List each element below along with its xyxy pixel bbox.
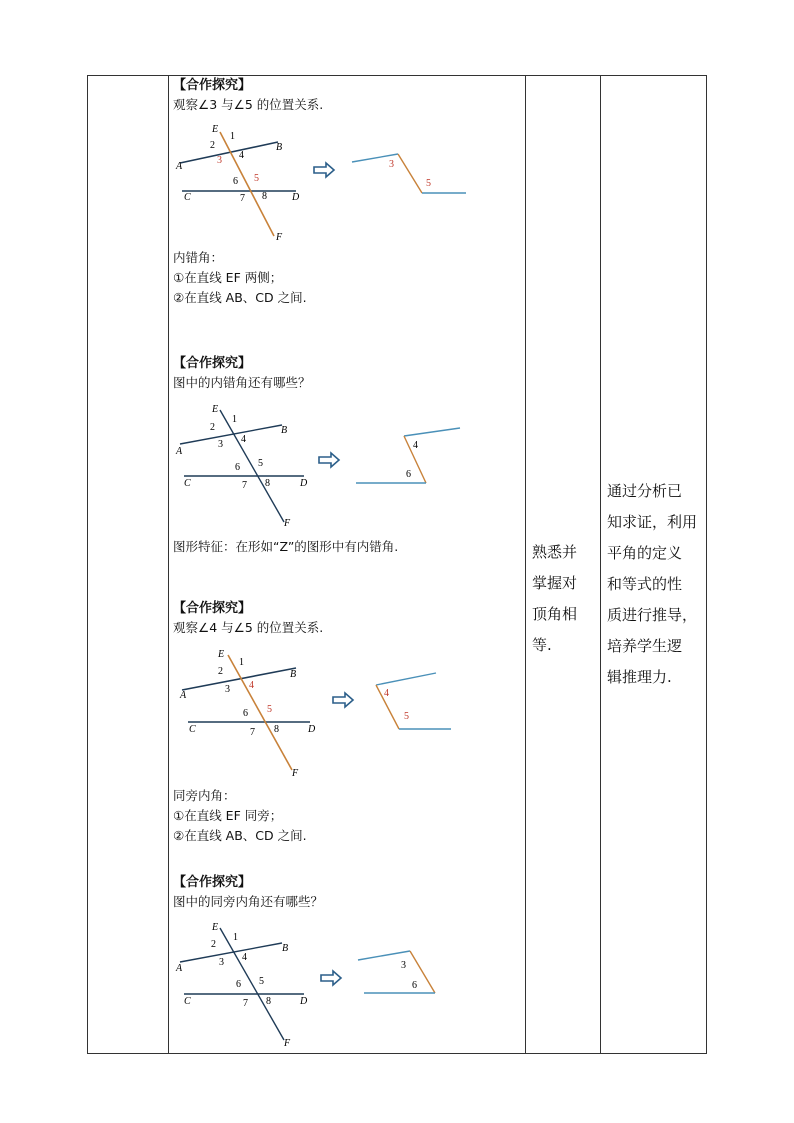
label-a: A bbox=[176, 161, 183, 172]
label-d: D bbox=[308, 724, 316, 735]
label-1: 1 bbox=[239, 657, 244, 668]
label-3: 3 bbox=[225, 684, 230, 695]
label-6: 6 bbox=[233, 176, 238, 187]
section-1 bbox=[173, 77, 523, 115]
label-f: F bbox=[276, 232, 283, 243]
label-b: B bbox=[281, 425, 288, 436]
column-divider-3 bbox=[600, 76, 601, 1053]
parallel-lines-figure-4 bbox=[170, 920, 480, 1050]
extract-angle-4: 4 bbox=[413, 440, 418, 451]
extract-line-top bbox=[358, 951, 410, 960]
arrow-icon bbox=[333, 693, 353, 707]
extract-angle-6: 6 bbox=[412, 980, 417, 991]
line-ab bbox=[182, 668, 296, 690]
label-6: 6 bbox=[235, 462, 240, 473]
label-f: F bbox=[292, 768, 299, 779]
objective-line: 掌握对 bbox=[532, 574, 578, 592]
line-ab bbox=[180, 142, 278, 163]
note-line: ②在直线 AB、CD 之间. bbox=[173, 828, 307, 843]
note-line: 同旁内角： bbox=[173, 788, 236, 803]
label-3: 3 bbox=[217, 155, 222, 166]
label-5: 5 bbox=[259, 976, 264, 987]
label-d: D bbox=[300, 478, 308, 489]
label-f: F bbox=[284, 518, 291, 529]
label-7: 7 bbox=[240, 193, 245, 204]
column-divider-1 bbox=[168, 76, 169, 1053]
extract-transversal bbox=[398, 154, 422, 193]
label-c: C bbox=[184, 996, 191, 1007]
label-c: C bbox=[184, 478, 191, 489]
label-6: 6 bbox=[236, 979, 241, 990]
note-line: ①在直线 EF 同旁； bbox=[173, 808, 283, 823]
label-1: 1 bbox=[232, 414, 237, 425]
section-question: 观察∠3 与∠5 的位置关系. bbox=[173, 97, 324, 112]
label-4: 4 bbox=[249, 680, 254, 691]
label-e: E bbox=[212, 124, 219, 135]
label-8: 8 bbox=[274, 724, 279, 735]
note-line: ①在直线 EF 两侧； bbox=[173, 270, 283, 285]
note-line: ②在直线 AB、CD 之间. bbox=[173, 290, 307, 305]
label-b: B bbox=[282, 943, 289, 954]
label-a: A bbox=[180, 690, 187, 701]
extract-angle-4: 4 bbox=[384, 688, 389, 699]
label-4: 4 bbox=[242, 952, 247, 963]
label-8: 8 bbox=[266, 996, 271, 1007]
objective-line: 熟悉并 bbox=[532, 543, 578, 561]
arrow-icon bbox=[321, 971, 341, 985]
label-4: 4 bbox=[241, 434, 246, 445]
section-question: 图中的内错角还有哪些？ bbox=[173, 375, 311, 390]
section-header: 【合作探究】 bbox=[173, 601, 252, 616]
section-3 bbox=[173, 600, 523, 638]
label-3: 3 bbox=[219, 957, 224, 968]
label-c: C bbox=[184, 192, 191, 203]
label-e: E bbox=[218, 649, 225, 660]
label-a: A bbox=[176, 446, 183, 457]
extract-line-top bbox=[404, 428, 460, 436]
label-8: 8 bbox=[262, 191, 267, 202]
label-d: D bbox=[300, 996, 308, 1007]
label-2: 2 bbox=[210, 422, 215, 433]
extract-angle-6: 6 bbox=[406, 469, 411, 480]
label-c: C bbox=[189, 724, 196, 735]
section-header: 【合作探究】 bbox=[173, 78, 252, 93]
label-f: F bbox=[284, 1038, 291, 1049]
section-question: 图中的同旁内角还有哪些？ bbox=[173, 894, 324, 909]
extract-angle-3: 3 bbox=[389, 159, 394, 170]
note-line: 内错角： bbox=[173, 250, 224, 265]
parallel-lines-figure-2 bbox=[170, 400, 480, 530]
label-b: B bbox=[276, 142, 283, 153]
label-2: 2 bbox=[211, 939, 216, 950]
line-ef bbox=[228, 655, 292, 770]
intent-line: 培养学生逻 bbox=[607, 637, 683, 655]
section-4 bbox=[173, 874, 523, 912]
label-b: B bbox=[290, 669, 297, 680]
label-8: 8 bbox=[265, 478, 270, 489]
section-header: 【合作探究】 bbox=[173, 356, 252, 371]
intent-line: 通过分析已 bbox=[607, 482, 683, 500]
label-1: 1 bbox=[233, 932, 238, 943]
parallel-lines-figure-3 bbox=[170, 645, 480, 780]
label-3: 3 bbox=[218, 439, 223, 450]
label-1: 1 bbox=[230, 131, 235, 142]
note-line: 图形特征：在形如“Z”的图形中有内错角. bbox=[173, 539, 399, 554]
objective-line: 等. bbox=[532, 636, 552, 654]
intent-line: 知求证，利用 bbox=[607, 513, 698, 531]
section-3-notes bbox=[173, 786, 523, 846]
label-e: E bbox=[212, 404, 219, 415]
section-1-notes bbox=[173, 248, 523, 308]
intent-line: 平角的定义 bbox=[607, 544, 683, 562]
label-7: 7 bbox=[250, 727, 255, 738]
label-a: A bbox=[176, 963, 183, 974]
label-2: 2 bbox=[210, 140, 215, 151]
label-5: 5 bbox=[254, 173, 259, 184]
section-2 bbox=[173, 355, 523, 393]
label-7: 7 bbox=[243, 998, 248, 1009]
section-2-notes bbox=[173, 537, 523, 557]
intent-column bbox=[607, 476, 697, 693]
label-2: 2 bbox=[218, 666, 223, 677]
extract-angle-5: 5 bbox=[404, 711, 409, 722]
intent-line: 和等式的性 bbox=[607, 575, 683, 593]
label-e: E bbox=[212, 922, 219, 933]
extract-angle-5: 5 bbox=[426, 178, 431, 189]
intent-line: 辑推理力. bbox=[607, 668, 672, 686]
extract-angle-3: 3 bbox=[401, 960, 406, 971]
label-4: 4 bbox=[239, 150, 244, 161]
parallel-lines-figure-1 bbox=[170, 120, 480, 245]
label-d: D bbox=[292, 192, 300, 203]
section-header: 【合作探究】 bbox=[173, 875, 252, 890]
objective-line: 顶角相 bbox=[532, 605, 578, 623]
column-divider-2 bbox=[525, 76, 526, 1053]
section-question: 观察∠4 与∠5 的位置关系. bbox=[173, 620, 324, 635]
intent-line: 质进行推导， bbox=[607, 606, 698, 624]
arrow-icon bbox=[314, 163, 334, 177]
extract-line-top bbox=[376, 673, 436, 685]
label-5: 5 bbox=[258, 458, 263, 469]
label-6: 6 bbox=[243, 708, 248, 719]
label-5: 5 bbox=[267, 704, 272, 715]
label-7: 7 bbox=[242, 480, 247, 491]
arrow-icon bbox=[319, 453, 339, 467]
line-ef bbox=[220, 132, 274, 236]
objective-column bbox=[532, 537, 577, 661]
